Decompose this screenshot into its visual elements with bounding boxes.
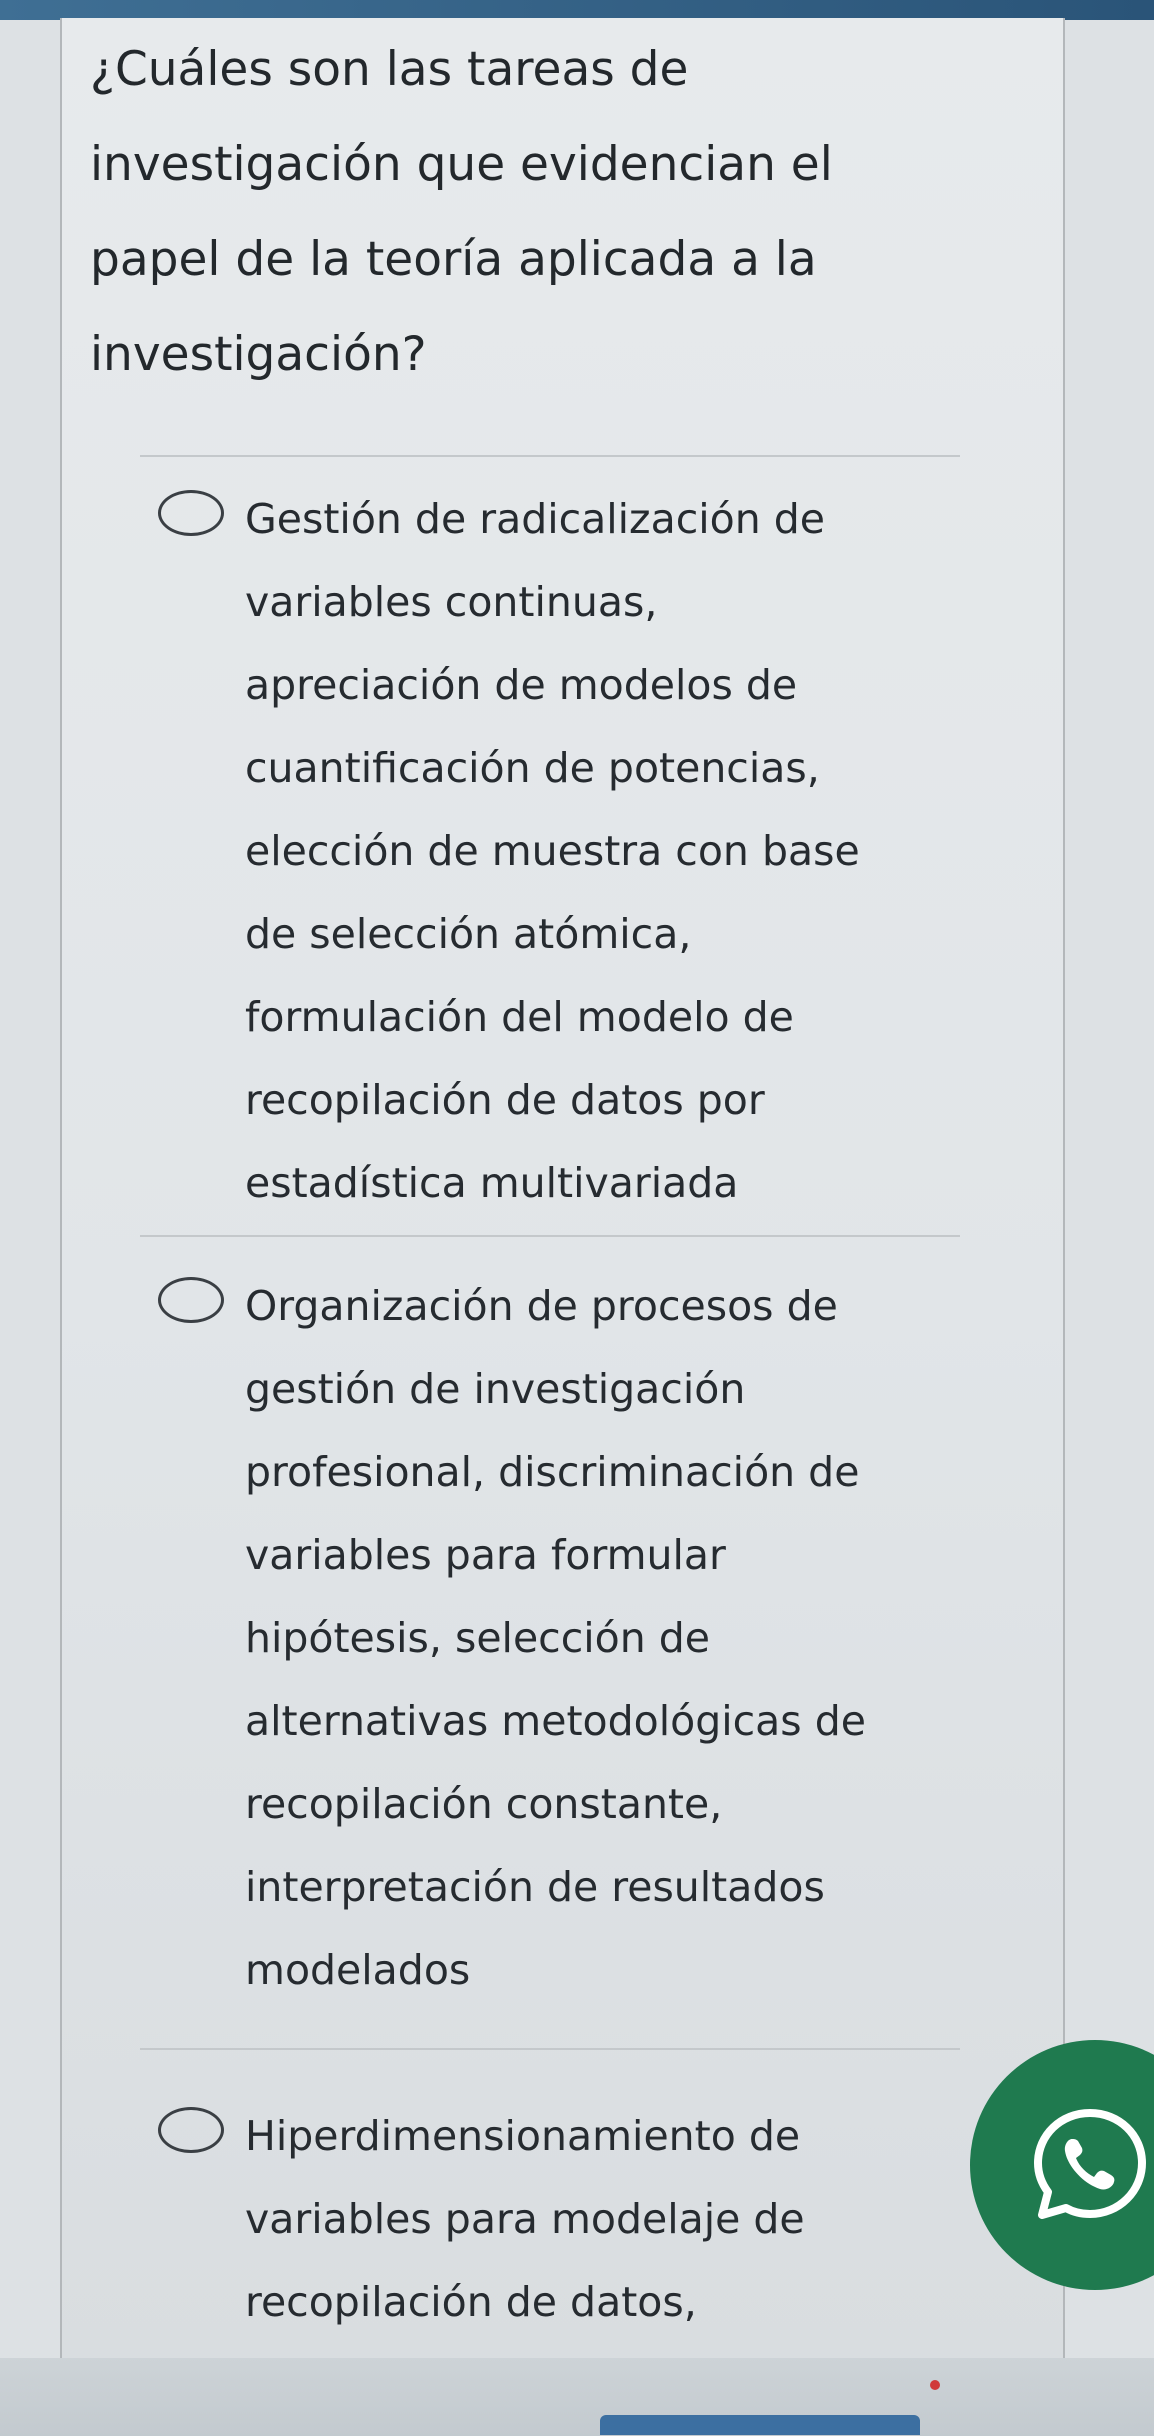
divider — [140, 2048, 960, 2050]
option-line: modelados — [245, 1946, 471, 1994]
status-dot — [930, 2380, 940, 2390]
option-line: apreciación de modelos de — [245, 661, 798, 709]
option-line: alternativas metodológicas de — [245, 1697, 866, 1745]
option-line: variables para modelaje de — [245, 2195, 805, 2243]
bottom-strip — [0, 2358, 1154, 2436]
option-3-label[interactable] — [245, 2095, 1005, 2344]
radio-unselected-icon[interactable] — [158, 2107, 224, 2153]
option-line: variables para formular — [245, 1531, 726, 1579]
radio-unselected-icon[interactable] — [158, 1277, 224, 1323]
option-line: interpretación de resultados — [245, 1863, 825, 1911]
option-line: elección de muestra con base — [245, 827, 860, 875]
option-line: Hiperdimensionamiento de — [245, 2112, 801, 2160]
option-line: recopilación de datos por — [245, 1076, 765, 1124]
option-line: recopilación de datos, — [245, 2278, 697, 2326]
option-line: hipótesis, selección de — [245, 1614, 710, 1662]
divider — [140, 1235, 960, 1237]
option-line: variables continuas, — [245, 578, 658, 626]
option-line: cuantificación de potencias, — [245, 744, 820, 792]
divider — [140, 455, 960, 457]
option-line: formulación del modelo de — [245, 993, 794, 1041]
question-line: investigación? — [90, 327, 427, 382]
question-text — [90, 22, 990, 402]
option-1-label[interactable] — [245, 478, 1005, 1225]
bottom-tab — [600, 2415, 920, 2435]
whatsapp-icon — [1030, 2105, 1150, 2225]
question-line: investigación que evidencian el — [90, 137, 833, 192]
option-line: de selección atómica, — [245, 910, 692, 958]
option-line: estadística multivariada — [245, 1159, 739, 1207]
radio-unselected-icon[interactable] — [158, 490, 224, 536]
option-line: Gestión de radicalización de — [245, 495, 825, 543]
option-2-label[interactable] — [245, 1265, 1005, 2012]
question-line: ¿Cuáles son las tareas de — [90, 42, 689, 97]
option-line: recopilación constante, — [245, 1780, 723, 1828]
option-line: Organización de procesos de — [245, 1282, 838, 1330]
question-line: papel de la teoría aplicada a la — [90, 232, 817, 287]
option-line: gestión de investigación — [245, 1365, 746, 1413]
top-bar — [0, 0, 1154, 20]
option-line: profesional, discriminación de — [245, 1448, 860, 1496]
